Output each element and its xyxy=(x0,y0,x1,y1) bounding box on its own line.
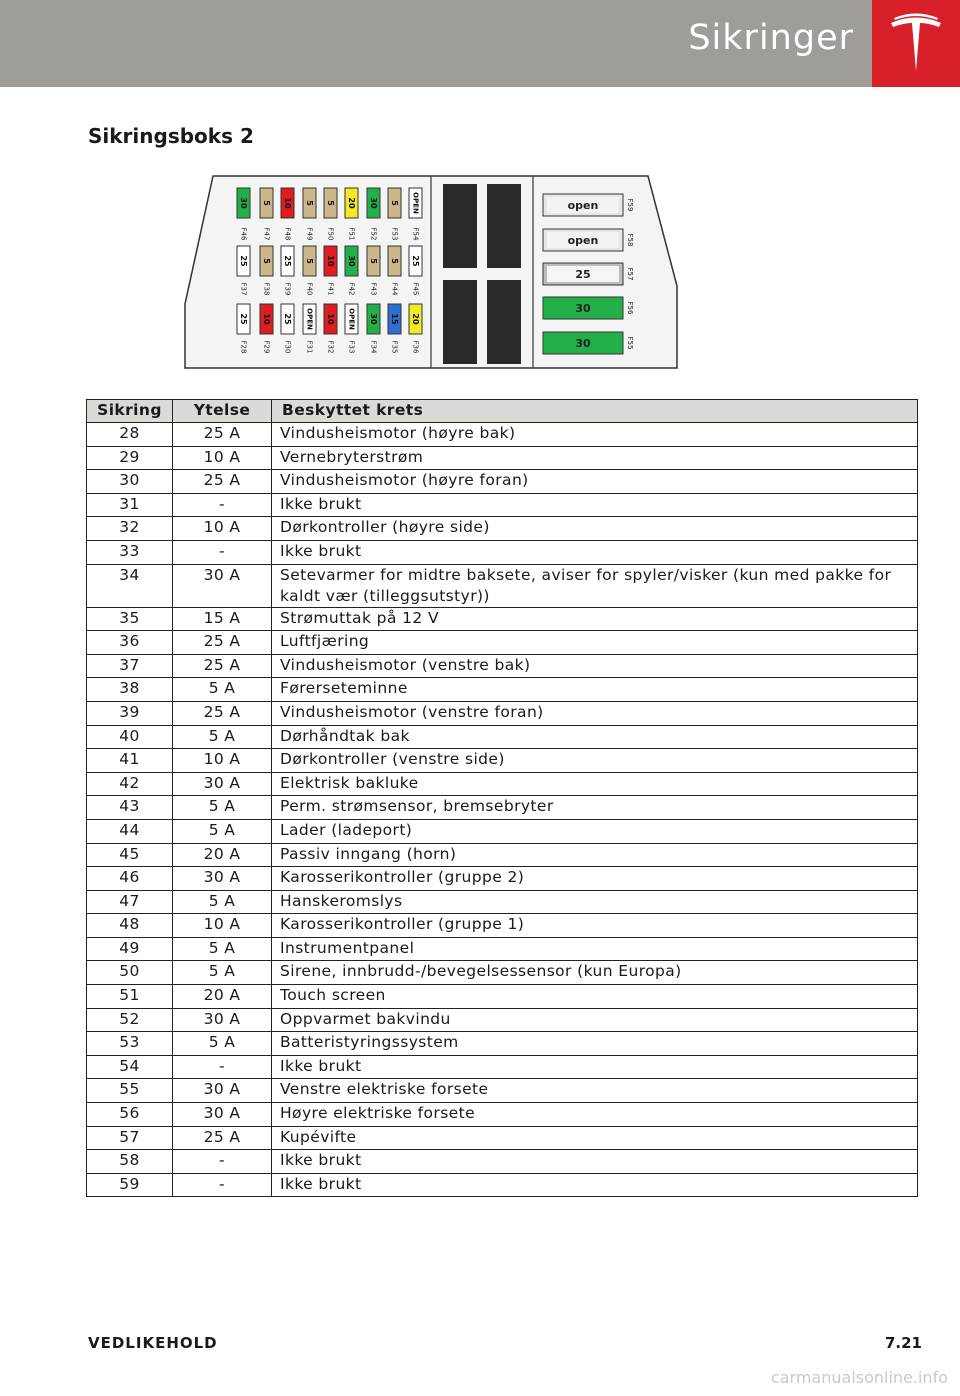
table-row xyxy=(87,1103,918,1127)
page-number: 7.21 xyxy=(884,1334,922,1352)
cell-fuse: 45 xyxy=(87,843,173,867)
fuse-value: 5 xyxy=(326,200,335,206)
table-row xyxy=(87,540,918,564)
cell-fuse: 58 xyxy=(87,1150,173,1174)
fuse-label: F54 xyxy=(411,227,420,241)
fuse-label: F40 xyxy=(305,282,314,296)
table-row xyxy=(87,1008,918,1032)
fuse-label: F45 xyxy=(411,282,420,296)
fuse-label: F52 xyxy=(369,227,378,241)
cell-fuse: 28 xyxy=(87,423,173,447)
cell-rating: 25 A xyxy=(173,631,272,655)
fuse-label: F48 xyxy=(283,227,292,241)
cell-rating: 5 A xyxy=(173,725,272,749)
cell-circuit: Setevarmer for midtre baksete, aviser for spyler/visker (kun med pakke for kaldt vær (tilleggsutstyr)) xyxy=(272,564,918,607)
maxi-fuse-label: F55 xyxy=(626,336,634,350)
table-row xyxy=(87,1150,918,1174)
fuse-label: F37 xyxy=(239,282,248,296)
table-row xyxy=(87,564,918,607)
section-title: Sikringsboks 2 xyxy=(88,124,254,148)
cell-fuse: 47 xyxy=(87,890,173,914)
fuse-label: F29 xyxy=(262,340,271,354)
table-row xyxy=(87,701,918,725)
fuse-value: OPEN xyxy=(347,308,356,330)
cell-circuit: Karosserikontroller (gruppe 1) xyxy=(272,914,918,938)
cell-circuit: Ikke brukt xyxy=(272,1150,918,1174)
cell-fuse: 52 xyxy=(87,1008,173,1032)
cell-rating: 15 A xyxy=(173,607,272,631)
cell-rating: 25 A xyxy=(173,423,272,447)
page-header xyxy=(0,0,960,87)
fuse-label: F30 xyxy=(283,340,292,354)
cell-rating: 30 A xyxy=(173,772,272,796)
cell-rating: 5 A xyxy=(173,937,272,961)
watermark: carmanualsonline.info xyxy=(770,1368,948,1387)
fuse-value: 10 xyxy=(326,313,335,325)
table-row xyxy=(87,749,918,773)
cell-circuit: Lader (ladeport) xyxy=(272,819,918,843)
cell-fuse: 49 xyxy=(87,937,173,961)
cell-rating: 5 A xyxy=(173,961,272,985)
cell-rating: 20 A xyxy=(173,985,272,1009)
cell-fuse: 34 xyxy=(87,564,173,607)
cell-rating: 30 A xyxy=(173,1103,272,1127)
table-row xyxy=(87,678,918,702)
cell-fuse: 43 xyxy=(87,796,173,820)
fuse-value: 25 xyxy=(283,255,292,267)
cell-fuse: 57 xyxy=(87,1126,173,1150)
table-row xyxy=(87,843,918,867)
cell-circuit: Instrumentpanel xyxy=(272,937,918,961)
cell-rating: 30 A xyxy=(173,1079,272,1103)
fuse-table xyxy=(86,399,918,1197)
fuse-value: 25 xyxy=(239,255,248,267)
fuse-label: F31 xyxy=(305,340,314,354)
fuse-value: 20 xyxy=(411,313,420,325)
table-row xyxy=(87,796,918,820)
table-row xyxy=(87,493,918,517)
table-row xyxy=(87,1055,918,1079)
column-header-sikring: Sikring xyxy=(87,400,173,423)
cell-rating: 25 A xyxy=(173,654,272,678)
cell-rating: - xyxy=(173,1150,272,1174)
relay-block xyxy=(487,280,521,364)
fuse-label: F50 xyxy=(326,227,335,241)
fuse-label: F43 xyxy=(369,282,378,296)
fuse-value: 30 xyxy=(239,197,248,209)
cell-fuse: 31 xyxy=(87,493,173,517)
cell-fuse: 48 xyxy=(87,914,173,938)
table-row xyxy=(87,470,918,494)
cell-rating: 5 A xyxy=(173,890,272,914)
cell-rating: 5 A xyxy=(173,819,272,843)
cell-rating: 5 A xyxy=(173,678,272,702)
cell-rating: 20 A xyxy=(173,843,272,867)
cell-rating: 10 A xyxy=(173,446,272,470)
cell-circuit: Førerseteminne xyxy=(272,678,918,702)
fuse-label: F33 xyxy=(347,340,356,354)
fusebox-diagram xyxy=(183,174,678,370)
fuse-value: 30 xyxy=(369,197,378,209)
cell-circuit: Oppvarmet bakvindu xyxy=(272,1008,918,1032)
maxi-fuse-value: 30 xyxy=(575,337,591,350)
cell-circuit: Sirene, innbrudd-/bevegelsessensor (kun Europa) xyxy=(272,961,918,985)
cell-fuse: 37 xyxy=(87,654,173,678)
table-row xyxy=(87,914,918,938)
cell-fuse: 39 xyxy=(87,701,173,725)
fuse-value: 25 xyxy=(239,313,248,325)
fuse-value: 10 xyxy=(283,197,292,209)
table-row xyxy=(87,819,918,843)
cell-fuse: 33 xyxy=(87,540,173,564)
table-row xyxy=(87,631,918,655)
fuse-label: F36 xyxy=(411,340,420,354)
fuse-value: 10 xyxy=(262,313,271,325)
fuse-label: F32 xyxy=(326,340,335,354)
cell-circuit: Kupévifte xyxy=(272,1126,918,1150)
cell-circuit: Dørkontroller (venstre side) xyxy=(272,749,918,773)
maxi-fuse xyxy=(543,194,634,216)
cell-fuse: 32 xyxy=(87,517,173,541)
fuse-label: F35 xyxy=(390,340,399,354)
cell-circuit: Vindusheismotor (høyre foran) xyxy=(272,470,918,494)
cell-fuse: 46 xyxy=(87,867,173,891)
cell-rating: - xyxy=(173,493,272,517)
cell-fuse: 36 xyxy=(87,631,173,655)
cell-circuit: Vernebryterstrøm xyxy=(272,446,918,470)
fuse-label: F34 xyxy=(369,340,378,354)
cell-circuit: Dørhåndtak bak xyxy=(272,725,918,749)
cell-circuit: Hanskeromslys xyxy=(272,890,918,914)
cell-fuse: 42 xyxy=(87,772,173,796)
table-row xyxy=(87,517,918,541)
table-row xyxy=(87,890,918,914)
table-row xyxy=(87,1079,918,1103)
cell-rating: 10 A xyxy=(173,914,272,938)
cell-rating: - xyxy=(173,1055,272,1079)
cell-circuit: Høyre elektriske forsete xyxy=(272,1103,918,1127)
relay-block xyxy=(443,280,477,364)
cell-circuit: Vindusheismotor (høyre bak) xyxy=(272,423,918,447)
table-row xyxy=(87,654,918,678)
fuse-value: 5 xyxy=(305,200,314,206)
maxi-fuse xyxy=(543,297,634,319)
table-header-row xyxy=(87,400,918,423)
fuse-label: F51 xyxy=(347,227,356,241)
maxi-fuse xyxy=(543,229,634,251)
cell-rating: - xyxy=(173,540,272,564)
fuse-label: F44 xyxy=(390,282,399,296)
cell-circuit: Strømuttak på 12 V xyxy=(272,607,918,631)
fuse-value: 25 xyxy=(411,255,420,267)
cell-rating: 25 A xyxy=(173,470,272,494)
cell-rating: - xyxy=(173,1173,272,1197)
cell-rating: 25 A xyxy=(173,701,272,725)
tesla-logo-icon xyxy=(872,0,960,87)
cell-rating: 30 A xyxy=(173,1008,272,1032)
cell-fuse: 53 xyxy=(87,1032,173,1056)
cell-fuse: 55 xyxy=(87,1079,173,1103)
maxi-fuse xyxy=(543,263,634,285)
fuse-label: F38 xyxy=(262,282,271,296)
cell-rating: 30 A xyxy=(173,564,272,607)
cell-fuse: 40 xyxy=(87,725,173,749)
cell-circuit: Touch screen xyxy=(272,985,918,1009)
fuse-label: F47 xyxy=(262,227,271,241)
table-row xyxy=(87,867,918,891)
column-header-krets: Beskyttet krets xyxy=(272,400,918,423)
relay-block xyxy=(443,184,477,268)
cell-circuit: Dørkontroller (høyre side) xyxy=(272,517,918,541)
table-row xyxy=(87,446,918,470)
fuse-label: F28 xyxy=(239,340,248,354)
fuse-label: F53 xyxy=(390,227,399,241)
cell-fuse: 59 xyxy=(87,1173,173,1197)
maxi-fuse xyxy=(543,332,634,354)
cell-rating: 5 A xyxy=(173,1032,272,1056)
cell-fuse: 54 xyxy=(87,1055,173,1079)
table-row xyxy=(87,1032,918,1056)
maxi-fuse-value: open xyxy=(567,234,599,247)
cell-rating: 5 A xyxy=(173,796,272,820)
table-row xyxy=(87,961,918,985)
maxi-fuse-value: open xyxy=(567,199,599,212)
maxi-fuse-label: F57 xyxy=(626,267,634,281)
fuse-value: 5 xyxy=(369,258,378,264)
fuse-label: F42 xyxy=(347,282,356,296)
table-row xyxy=(87,1173,918,1197)
cell-circuit: Ikke brukt xyxy=(272,493,918,517)
maxi-fuse-label: F59 xyxy=(626,198,634,212)
cell-circuit: Perm. strømsensor, bremsebryter xyxy=(272,796,918,820)
cell-fuse: 38 xyxy=(87,678,173,702)
cell-circuit: Elektrisk bakluke xyxy=(272,772,918,796)
cell-fuse: 50 xyxy=(87,961,173,985)
fuse-value: 20 xyxy=(347,197,356,209)
fuse-value: 25 xyxy=(283,313,292,325)
cell-circuit: Ikke brukt xyxy=(272,1173,918,1197)
fuse-value: 5 xyxy=(390,258,399,264)
cell-rating: 25 A xyxy=(173,1126,272,1150)
cell-circuit: Passiv inngang (horn) xyxy=(272,843,918,867)
table-row xyxy=(87,772,918,796)
table-row xyxy=(87,725,918,749)
fuse-value: 5 xyxy=(262,200,271,206)
cell-circuit: Batteristyringssystem xyxy=(272,1032,918,1056)
maxi-fuse-label: F58 xyxy=(626,233,634,247)
cell-fuse: 41 xyxy=(87,749,173,773)
fuse-value: 10 xyxy=(326,255,335,267)
maxi-fuse-label: F56 xyxy=(626,301,634,315)
cell-circuit: Vindusheismotor (venstre bak) xyxy=(272,654,918,678)
relay-block xyxy=(487,184,521,268)
cell-rating: 10 A xyxy=(173,517,272,541)
table-row xyxy=(87,607,918,631)
fuse-value: 15 xyxy=(390,313,399,325)
cell-fuse: 35 xyxy=(87,607,173,631)
table-row xyxy=(87,985,918,1009)
fuse-value: 30 xyxy=(347,255,356,267)
table-row xyxy=(87,423,918,447)
fuse-label: F49 xyxy=(305,227,314,241)
page-title: Sikringer xyxy=(688,18,854,58)
fuse-value: 5 xyxy=(305,258,314,264)
maxi-fuse-value: 25 xyxy=(575,268,591,281)
cell-fuse: 44 xyxy=(87,819,173,843)
table-row xyxy=(87,937,918,961)
cell-fuse: 30 xyxy=(87,470,173,494)
cell-circuit: Ikke brukt xyxy=(272,540,918,564)
fuse-value: 5 xyxy=(390,200,399,206)
cell-circuit: Vindusheismotor (venstre foran) xyxy=(272,701,918,725)
cell-circuit: Ikke brukt xyxy=(272,1055,918,1079)
fuse-label: F46 xyxy=(239,227,248,241)
cell-circuit: Karosserikontroller (gruppe 2) xyxy=(272,867,918,891)
fuse-value: 30 xyxy=(369,313,378,325)
column-header-ytelse: Ytelse xyxy=(173,400,272,423)
cell-fuse: 29 xyxy=(87,446,173,470)
cell-circuit: Luftfjæring xyxy=(272,631,918,655)
fuse-label: F41 xyxy=(326,282,335,296)
cell-fuse: 56 xyxy=(87,1103,173,1127)
cell-circuit: Venstre elektriske forsete xyxy=(272,1079,918,1103)
cell-rating: 10 A xyxy=(173,749,272,773)
fuse-value: OPEN xyxy=(411,192,420,214)
cell-rating: 30 A xyxy=(173,867,272,891)
cell-fuse: 51 xyxy=(87,985,173,1009)
footer-section: VEDLIKEHOLD xyxy=(88,1334,218,1352)
table-row xyxy=(87,1126,918,1150)
fuse-value: OPEN xyxy=(305,308,314,330)
fuse-label: F39 xyxy=(283,282,292,296)
maxi-fuse-value: 30 xyxy=(575,302,591,315)
fuse-value: 5 xyxy=(262,258,271,264)
